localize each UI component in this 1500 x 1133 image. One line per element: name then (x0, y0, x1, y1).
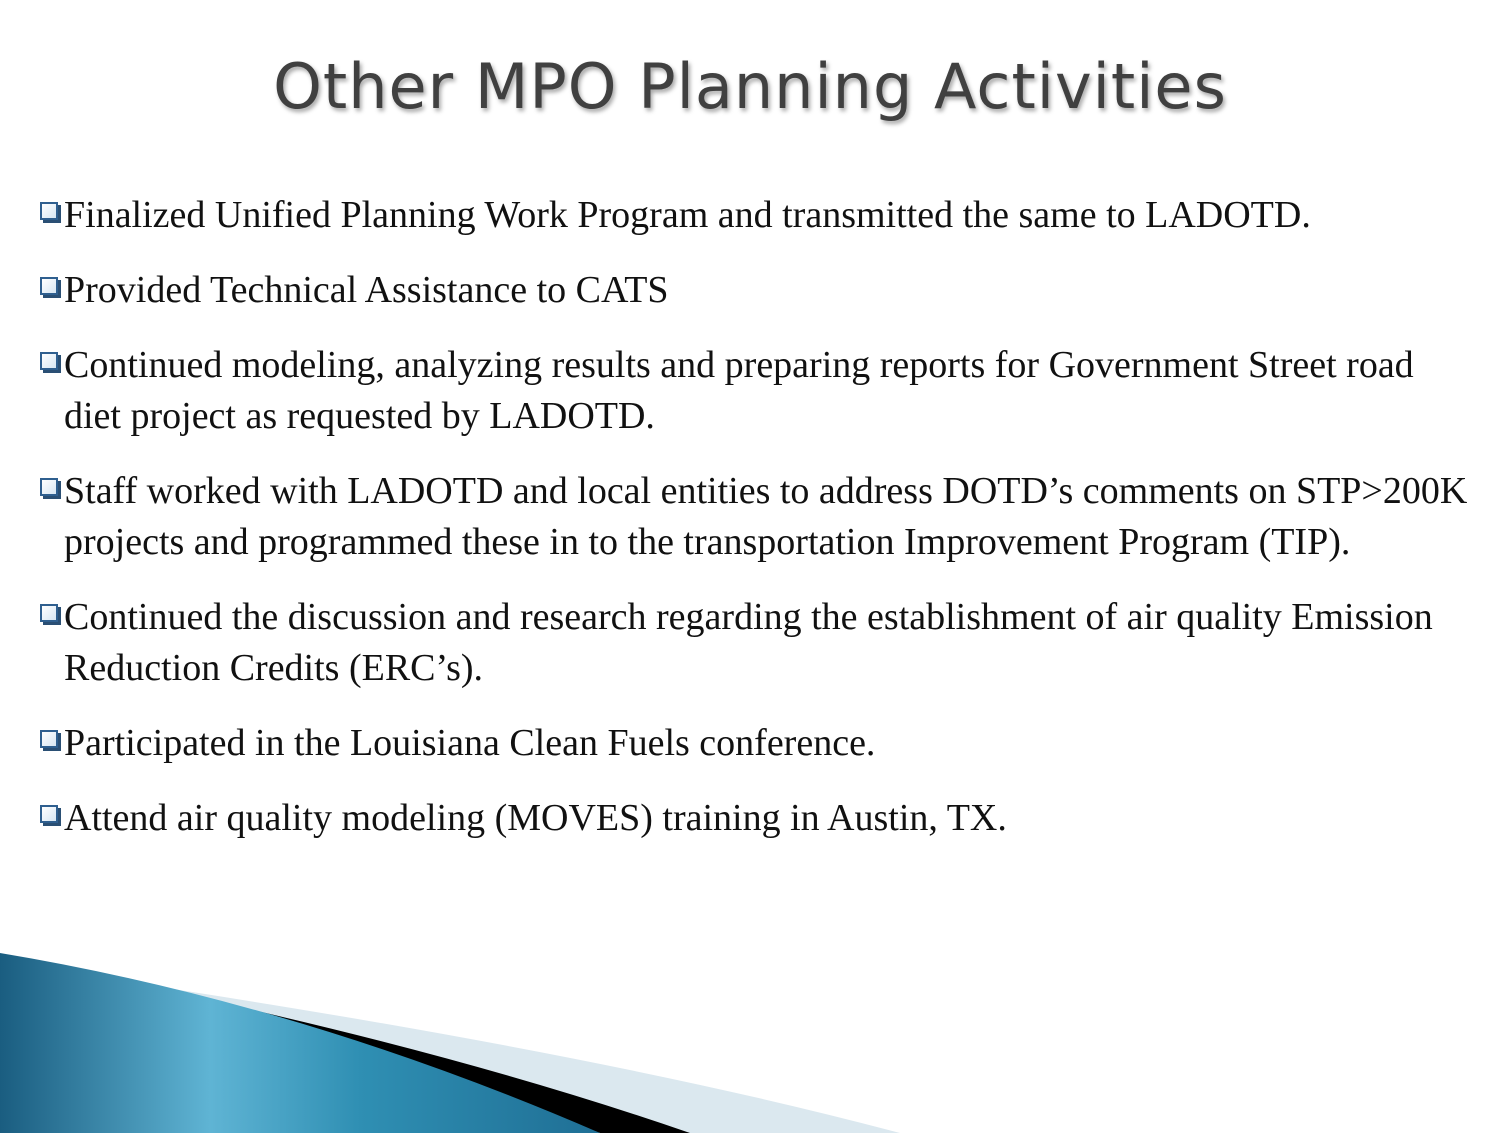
checkbox-square-icon (40, 805, 58, 823)
bullet-item (40, 340, 1480, 442)
bullet-text: Attend air quality modeling (MOVES) training in Austin, TX. (64, 797, 1007, 839)
checkbox-square-icon (40, 352, 58, 370)
bullet-item (40, 592, 1480, 694)
bullet-text: Staff worked with LADOTD and local entities to address DOTD’s comments on STP>200K projects and programmed these in to the transportation Improvement Program (TIP). (64, 470, 1468, 563)
bullet-item (40, 265, 1480, 316)
bullet-text: Continued the discussion and research regarding the establishment of air quality Emission Reduction Credits (ERC’s). (64, 596, 1433, 689)
bullet-item (40, 718, 1480, 769)
corner-swoosh-decoration (0, 943, 1500, 1133)
bullet-text: Finalized Unified Planning Work Program and transmitted the same to LADOTD. (64, 194, 1311, 236)
checkbox-square-icon (40, 730, 58, 748)
slide-title: Other MPO Planning Activities (273, 50, 1227, 123)
bullet-text: Continued modeling, analyzing results and preparing reports for Government Street road diet project as requested by LADOTD. (64, 344, 1414, 437)
bullet-list (40, 190, 1480, 868)
bullet-item (40, 190, 1480, 241)
bullet-text: Provided Technical Assistance to CATS (64, 269, 669, 311)
checkbox-square-icon (40, 202, 58, 220)
swoosh-blue-band (0, 953, 600, 1133)
bullet-item (40, 793, 1480, 844)
bullet-text: Participated in the Louisiana Clean Fuels conference. (64, 722, 876, 764)
bullet-item (40, 466, 1480, 568)
checkbox-square-icon (40, 478, 58, 496)
checkbox-square-icon (40, 277, 58, 295)
checkbox-square-icon (40, 604, 58, 622)
